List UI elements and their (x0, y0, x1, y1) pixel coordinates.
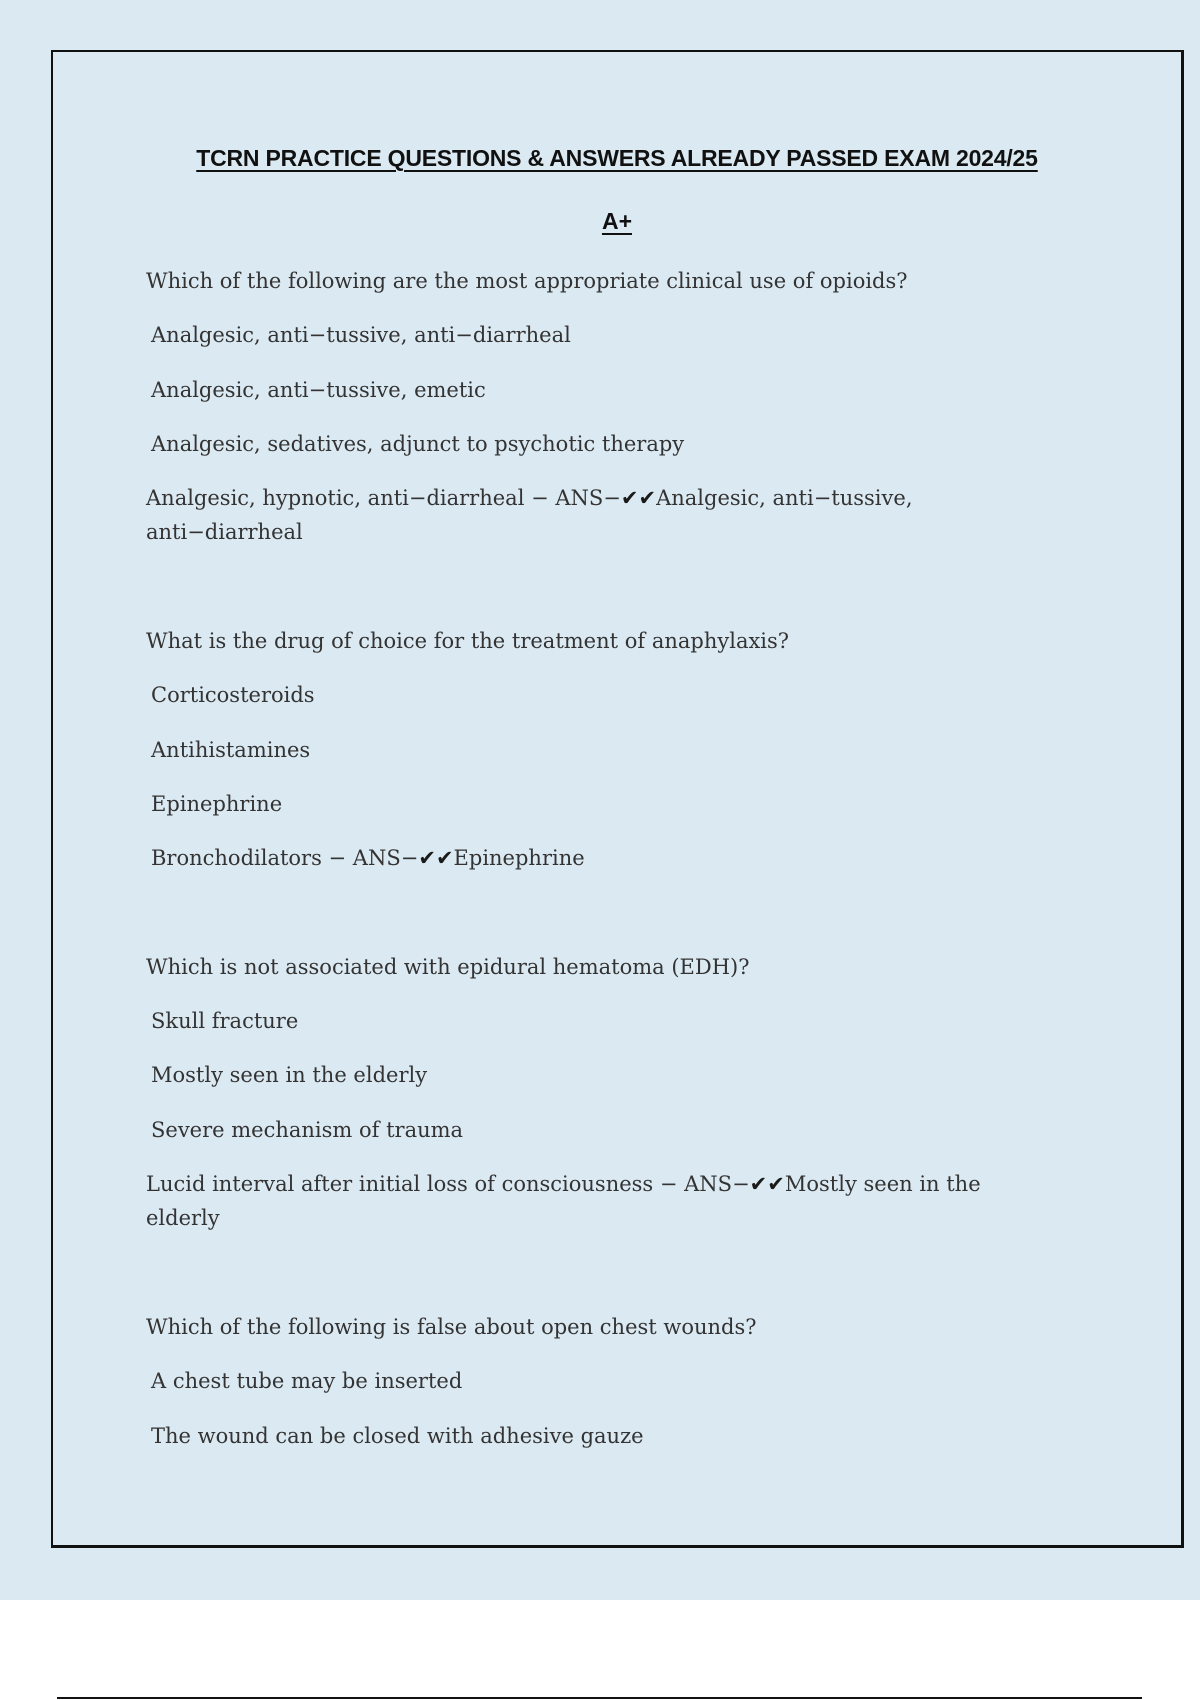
question-text: Which is not associated with epidural hematoma (EDH)? (146, 955, 750, 979)
answer-option: Corticosteroids (151, 683, 315, 707)
answer-option: Analgesic, sedatives, adjunct to psychotic therapy (151, 432, 685, 456)
correct-answer: Epinephrine (453, 846, 585, 870)
checkmark-icon: ✔✔ (418, 846, 454, 870)
answer-option: Skull fracture (151, 1009, 299, 1033)
checkmark-icon: ✔✔ (620, 486, 657, 510)
checkmark-icon: ✔✔ (749, 1172, 785, 1196)
answer-option: Lucid interval after initial loss of consciousness − ANS− (146, 1172, 750, 1196)
document-grade: A+ (601, 208, 633, 234)
answer-option-with-key (146, 481, 1016, 549)
answer-option: Analgesic, anti−tussive, anti−diarrheal (151, 323, 571, 347)
correct-answer: Analgesic, anti−tussive, anti−diarrheal (146, 486, 913, 544)
answer-option: Analgesic, hypnotic, anti−diarrheal − ANS− (146, 486, 621, 510)
answer-option: The wound can be closed with adhesive gauze (151, 1424, 644, 1448)
answer-option: Bronchodilators − ANS− (151, 846, 419, 870)
answer-option-with-key (151, 841, 1051, 875)
question-text: Which of the following is false about open chest wounds? (146, 1315, 757, 1339)
question-text: Which of the following are the most appropriate clinical use of opioids? (146, 269, 908, 293)
footer-divider (57, 1697, 1142, 1699)
answer-option-with-key (146, 1167, 1016, 1235)
answer-option: A chest tube may be inserted (151, 1369, 463, 1393)
question-text: What is the drug of choice for the treatment of anaphylaxis? (146, 629, 790, 653)
answer-option: Epinephrine (151, 792, 283, 816)
answer-option: Severe mechanism of trauma (151, 1118, 464, 1142)
answer-option: Mostly seen in the elderly (151, 1063, 428, 1087)
document-title: TCRN PRACTICE QUESTIONS & ANSWERS ALREADY PASSED EXAM 2024/25 (196, 145, 1038, 171)
correct-answer: Mostly seen in the elderly (146, 1172, 981, 1230)
answer-option: Antihistamines (151, 738, 311, 762)
answer-option: Analgesic, anti−tussive, emetic (151, 378, 486, 402)
